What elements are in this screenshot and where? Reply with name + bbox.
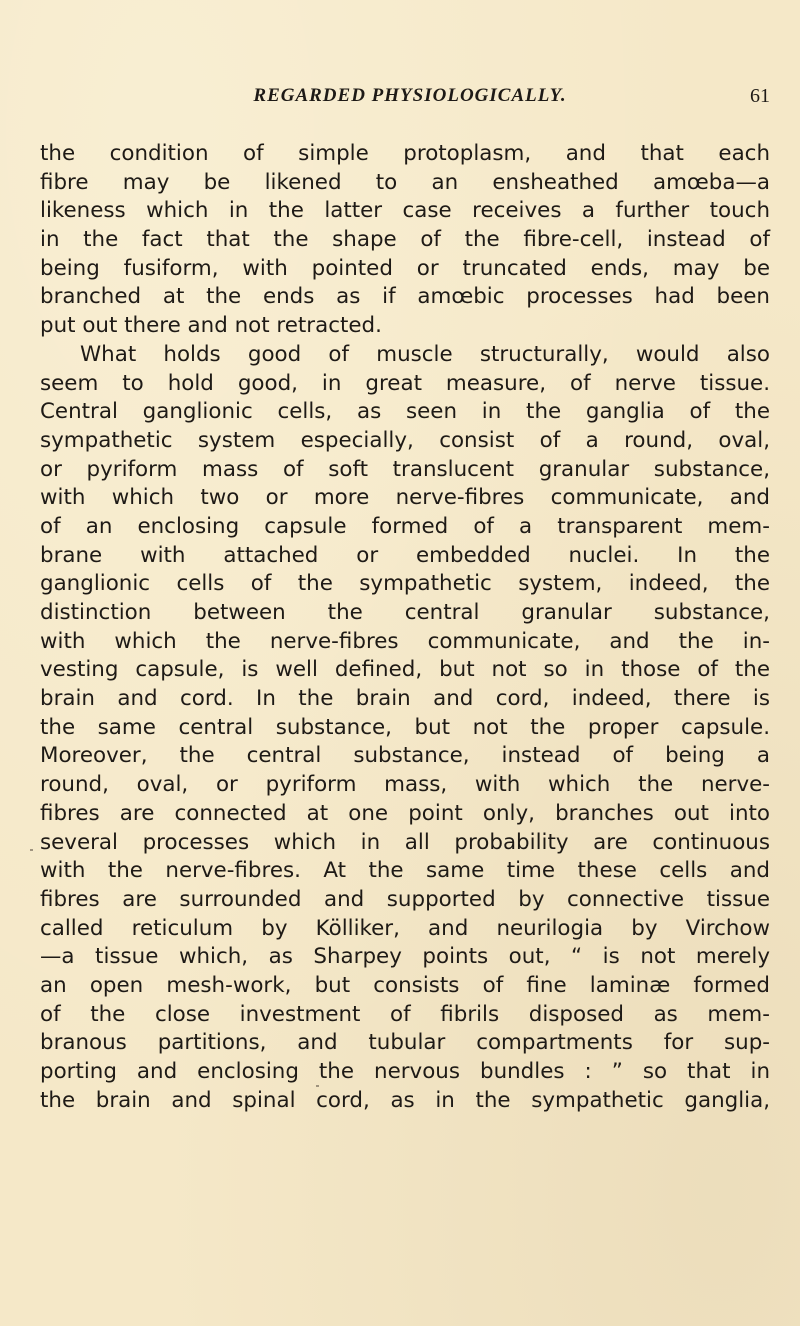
text-line: being fusiform, with pointed or truncated ends, may be [40, 255, 770, 281]
text-line: put out there and not retracted. [40, 313, 382, 339]
text-line: with the nerve-fibres. At the same time these cells and [40, 858, 770, 884]
text-line: or pyriform mass of soft translucent granular substance, [40, 456, 770, 482]
text-line: What holds good of muscle structurally, would also [80, 341, 770, 367]
text-line: likeness which in the latter case receives a further touch [40, 198, 770, 224]
text-line: vesting capsule, is well defined, but not so in those of the [40, 657, 770, 683]
text-line: the condition of simple protoplasm, and that each [40, 141, 770, 166]
text-line: seem to hold good, in great measure, of nerve tissue. [40, 370, 770, 396]
text-line: branched at the ends as if amœbic processes had been [40, 284, 770, 310]
page-number: 61 [750, 85, 770, 107]
text-line: brain and cord. In the brain and cord, indeed, there is [40, 686, 770, 712]
text-line: of an enclosing capsule formed of a transparent mem- [40, 513, 770, 539]
body-text [40, 140, 770, 1115]
text-line: the same central substance, but not the proper capsule. [40, 714, 770, 740]
text-line: Moreover, the central substance, instead of being a [40, 743, 770, 769]
text-line: called reticulum by Kölliker, and neurilogia by Virchow [40, 915, 770, 941]
print-speck [316, 1085, 319, 1087]
text-line: —a tissue which, as Sharpey points out, “ is not merely [40, 944, 770, 970]
text-line: fibres are connected at one point only, branches out into [40, 800, 770, 826]
text-line: branous partitions, and tubular compartments for sup- [40, 1030, 770, 1056]
text-line: with which the nerve-fibres communicate, and the in- [40, 628, 770, 654]
text-line: the brain and spinal cord, as in the sympathetic ganglia, [40, 1087, 770, 1113]
text-line: brane with attached or embedded nuclei. In the [40, 542, 770, 568]
running-head [40, 85, 770, 115]
text-line: ganglionic cells of the sympathetic system, indeed, the [40, 571, 770, 597]
text-line: an open mesh-work, but consists of fine laminæ formed [40, 972, 770, 998]
text-line: fibre may be likened to an ensheathed amœba—a [40, 169, 770, 195]
print-speck [30, 849, 33, 851]
text-line: Central ganglionic cells, as seen in the ganglia of the [40, 399, 770, 425]
text-line: with which two or more nerve-fibres communicate, and [40, 485, 770, 511]
text-line: sympathetic system especially, consist of a round, oval, [40, 427, 770, 453]
text-line: in the fact that the shape of the fibre-cell, instead of [40, 227, 770, 253]
text-line: of the close investment of fibrils disposed as mem- [40, 1001, 770, 1027]
text-line: round, oval, or pyriform mass, with which the nerve- [40, 772, 770, 798]
text-line: fibres are surrounded and supported by connective tissue [40, 886, 770, 912]
running-title: REGARDED PHYSIOLOGICALLY. [253, 85, 567, 106]
text-line: distinction between the central granular substance, [40, 600, 770, 625]
text-line: porting and enclosing the nervous bundles : ” so that in [40, 1059, 770, 1084]
text-line: several processes which in all probability are continuous [40, 829, 770, 855]
